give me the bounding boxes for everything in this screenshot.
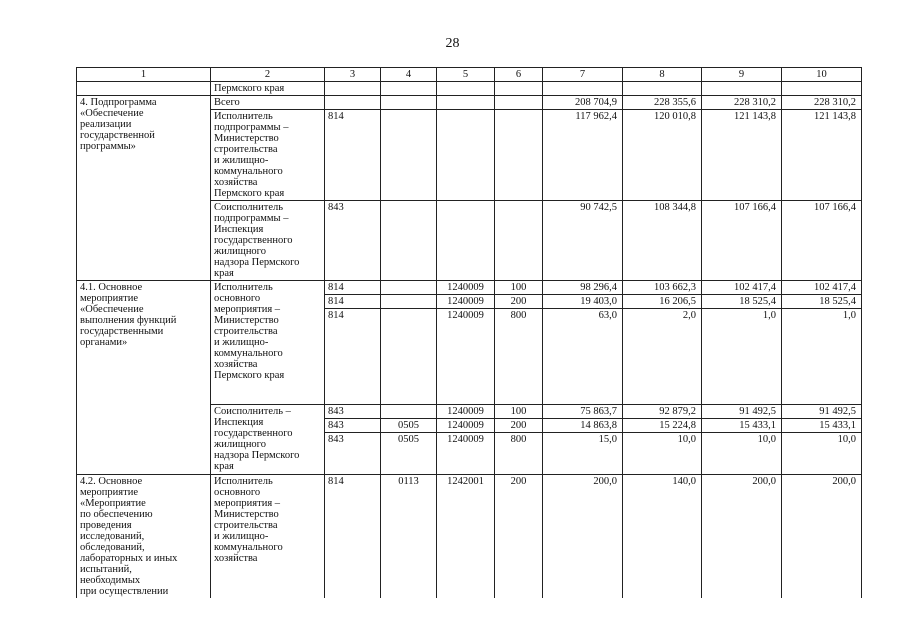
table-row xyxy=(77,281,862,295)
csr-cell: 1240009 xyxy=(437,405,495,419)
rzpr-cell xyxy=(381,110,437,201)
header-row xyxy=(77,68,862,82)
header-cell: 2 xyxy=(211,68,325,82)
rzpr-cell: 0505 xyxy=(381,433,437,475)
rzpr-cell: 0113 xyxy=(381,475,437,599)
vr-cell: 200 xyxy=(495,295,543,309)
vr-cell: 200 xyxy=(495,475,543,599)
grbs-cell: 814 xyxy=(325,281,381,295)
grbs-cell xyxy=(325,82,381,96)
header-cell: 5 xyxy=(437,68,495,82)
amount-cell: 75 863,7 xyxy=(543,405,623,419)
amount-cell: 117 962,4 xyxy=(543,110,623,201)
header-cell: 3 xyxy=(325,68,381,82)
csr-cell xyxy=(437,110,495,201)
rzpr-cell xyxy=(381,82,437,96)
amount-cell: 107 166,4 xyxy=(782,201,862,281)
amount-cell: 200,0 xyxy=(702,475,782,599)
header-cell: 9 xyxy=(702,68,782,82)
csr-cell xyxy=(437,201,495,281)
amount-cell: 1,0 xyxy=(782,309,862,405)
amount-cell: 91 492,5 xyxy=(702,405,782,419)
program-cell: 4.2. Основное мероприятие «Мероприятие по обеспечению проведения исследований, обследований, лабораторных и иных испытаний, необходимых при осуществлении xyxy=(77,475,211,599)
grbs-cell xyxy=(325,96,381,110)
rzpr-cell xyxy=(381,281,437,295)
csr-cell xyxy=(437,96,495,110)
program-cell xyxy=(77,82,211,96)
participant-cell: Исполнитель основного мероприятия – Министерство строительства и жилищно- коммунального хозяйства Пермского края xyxy=(211,281,325,405)
csr-cell xyxy=(437,82,495,96)
amount-cell: 228 310,2 xyxy=(782,96,862,110)
amount-cell: 108 344,8 xyxy=(623,201,702,281)
participant-cell: Исполнитель основного мероприятия – Министерство строительства и жилищно- коммунального хозяйства xyxy=(211,475,325,599)
rzpr-cell: 0505 xyxy=(381,419,437,433)
amount-cell xyxy=(543,82,623,96)
amount-cell: 14 863,8 xyxy=(543,419,623,433)
vr-cell: 800 xyxy=(495,433,543,475)
amount-cell xyxy=(623,82,702,96)
amount-cell: 228 310,2 xyxy=(702,96,782,110)
grbs-cell: 843 xyxy=(325,433,381,475)
vr-cell: 200 xyxy=(495,419,543,433)
amount-cell: 90 742,5 xyxy=(543,201,623,281)
header-cell: 7 xyxy=(543,68,623,82)
csr-cell: 1240009 xyxy=(437,419,495,433)
csr-cell: 1240009 xyxy=(437,295,495,309)
amount-cell: 15 224,8 xyxy=(623,419,702,433)
rzpr-cell xyxy=(381,309,437,405)
grbs-cell: 814 xyxy=(325,309,381,405)
amount-cell: 15,0 xyxy=(543,433,623,475)
table-row xyxy=(77,475,862,599)
amount-cell: 15 433,1 xyxy=(782,419,862,433)
amount-cell: 102 417,4 xyxy=(782,281,862,295)
grbs-cell: 814 xyxy=(325,110,381,201)
amount-cell: 98 296,4 xyxy=(543,281,623,295)
table-row xyxy=(77,82,862,96)
program-cell: 4. Подпрограмма «Обеспечение реализации государственной программы» xyxy=(77,96,211,281)
header-cell: 1 xyxy=(77,68,211,82)
table-row xyxy=(77,96,862,110)
amount-cell: 121 143,8 xyxy=(702,110,782,201)
amount-cell: 102 417,4 xyxy=(702,281,782,295)
vr-cell: 100 xyxy=(495,405,543,419)
amount-cell: 92 879,2 xyxy=(623,405,702,419)
grbs-cell: 814 xyxy=(325,295,381,309)
amount-cell: 10,0 xyxy=(702,433,782,475)
amount-cell: 228 355,6 xyxy=(623,96,702,110)
vr-cell xyxy=(495,201,543,281)
amount-cell: 140,0 xyxy=(623,475,702,599)
csr-cell: 1240009 xyxy=(437,309,495,405)
rzpr-cell xyxy=(381,96,437,110)
amount-cell: 2,0 xyxy=(623,309,702,405)
rzpr-cell xyxy=(381,405,437,419)
vr-cell xyxy=(495,110,543,201)
header-cell: 8 xyxy=(623,68,702,82)
amount-cell: 200,0 xyxy=(543,475,623,599)
amount-cell: 107 166,4 xyxy=(702,201,782,281)
amount-cell: 103 662,3 xyxy=(623,281,702,295)
budget-table xyxy=(76,67,862,598)
amount-cell: 18 525,4 xyxy=(782,295,862,309)
amount-cell: 15 433,1 xyxy=(702,419,782,433)
program-cell: 4.1. Основное мероприятие «Обеспечение выполнения функций государственными органами» xyxy=(77,281,211,475)
rzpr-cell xyxy=(381,295,437,309)
amount-cell: 19 403,0 xyxy=(543,295,623,309)
amount-cell: 200,0 xyxy=(782,475,862,599)
amount-cell: 63,0 xyxy=(543,309,623,405)
amount-cell: 208 704,9 xyxy=(543,96,623,110)
participant-cell: Исполнитель подпрограммы – Министерство строительства и жилищно- коммунального хозяйства Пермского края xyxy=(211,110,325,201)
grbs-cell: 843 xyxy=(325,201,381,281)
csr-cell: 1242001 xyxy=(437,475,495,599)
amount-cell: 16 206,5 xyxy=(623,295,702,309)
participant-cell: Соисполнитель – Инспекция государственного жилищного надзора Пермского края xyxy=(211,405,325,475)
vr-cell xyxy=(495,82,543,96)
csr-cell: 1240009 xyxy=(437,433,495,475)
participant-cell: Соисполнитель подпрограммы – Инспекция государственного жилищного надзора Пермского края xyxy=(211,201,325,281)
amount-cell: 121 143,8 xyxy=(782,110,862,201)
grbs-cell: 843 xyxy=(325,405,381,419)
vr-cell: 100 xyxy=(495,281,543,295)
amount-cell: 91 492,5 xyxy=(782,405,862,419)
participant-cell: Всего xyxy=(211,96,325,110)
amount-cell: 120 010,8 xyxy=(623,110,702,201)
csr-cell: 1240009 xyxy=(437,281,495,295)
page-number: 28 xyxy=(445,36,460,51)
amount-cell: 10,0 xyxy=(782,433,862,475)
grbs-cell: 814 xyxy=(325,475,381,599)
amount-cell xyxy=(782,82,862,96)
vr-cell xyxy=(495,96,543,110)
amount-cell xyxy=(702,82,782,96)
participant-cell: Пермского края xyxy=(211,82,325,96)
vr-cell: 800 xyxy=(495,309,543,405)
grbs-cell: 843 xyxy=(325,419,381,433)
amount-cell: 18 525,4 xyxy=(702,295,782,309)
amount-cell: 10,0 xyxy=(623,433,702,475)
amount-cell: 1,0 xyxy=(702,309,782,405)
header-cell: 4 xyxy=(381,68,437,82)
header-cell: 6 xyxy=(495,68,543,82)
header-cell: 10 xyxy=(782,68,862,82)
rzpr-cell xyxy=(381,201,437,281)
